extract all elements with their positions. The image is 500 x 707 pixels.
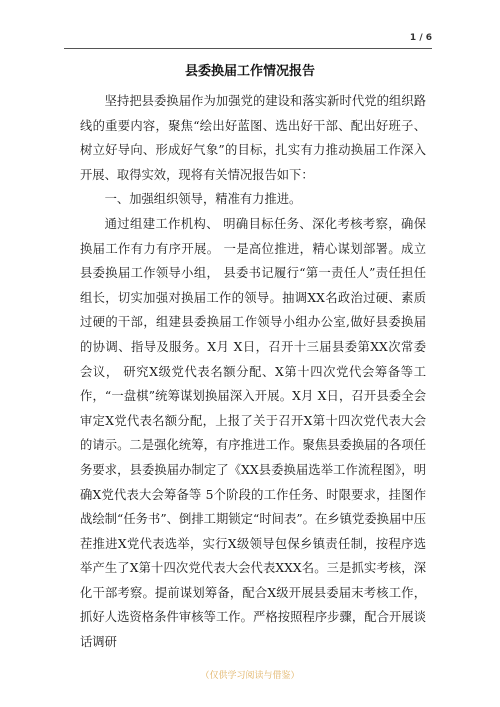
footer-note: （仅供学习阅读与借鉴） <box>200 671 300 681</box>
intro-paragraph: 坚持把县委换届作为加强党的建设和落实新时代党的组织路线的重要内容，聚焦“绘出好蓝图、选出好干部、配出好班子、树立好导向、形成好气象”的目标，扎实有力推动换届工作深入开展、取得实效，现将有关情况报告如下： <box>80 94 426 182</box>
section-paragraph: 通过组建工作机构、 明确目标任务、深化考核考察，确保换届工作有力有序开展。 一是高位推进，精心谋划部署。成立县委换届工作领导小组， 县委书记履行“第一责任人”责任担任组长，切实加强对换届工作的领导。抽调XX名政治过硬、素质过硬的干部，组建县委换届工作领导小组办公室,做好县委换届的协调、指导及服务。X月 X日，召开十三届县委第XX次常委会议， 研究X级党代表名额分配、X第十四次党代会筹备等工作，“一盘棋”统筹谋划换届深入开展。X月 X日，召开县委全会审定X党代表名额分配，上报了关于召开X第十四次党代表大会的请示。二是强化统筹，有序推进工作。聚焦县委换届的各项任务要求，县委换届办制定了《XX县委换届选举工作流程图》，明确X党代表大会筹备等 5个阶段的工作任务、时限要求，挂图作战绘制“任务书”、倒排工期锁定“时间表”。在乡镇党委换届中压茬推进X党代表选举，实行X级领导包保乡镇责任制，按程序选举产生了X第十四次党代表大会代表XXX名。三是抓实考核，深化干部考察。提前谋划筹备，配合X级开展县委届末考核工作，抓好人选资格条件审核等工作。严格按照程序步骤，配合开展谈话调研 <box>80 216 426 650</box>
header-divider <box>64 48 432 49</box>
page-number: 1 / 6 <box>409 33 432 43</box>
section-heading: 一、加强组织领导，精准有力推进。 <box>104 192 302 207</box>
document-body <box>80 89 426 655</box>
document-title: 县委换届工作情况报告 <box>184 64 315 79</box>
